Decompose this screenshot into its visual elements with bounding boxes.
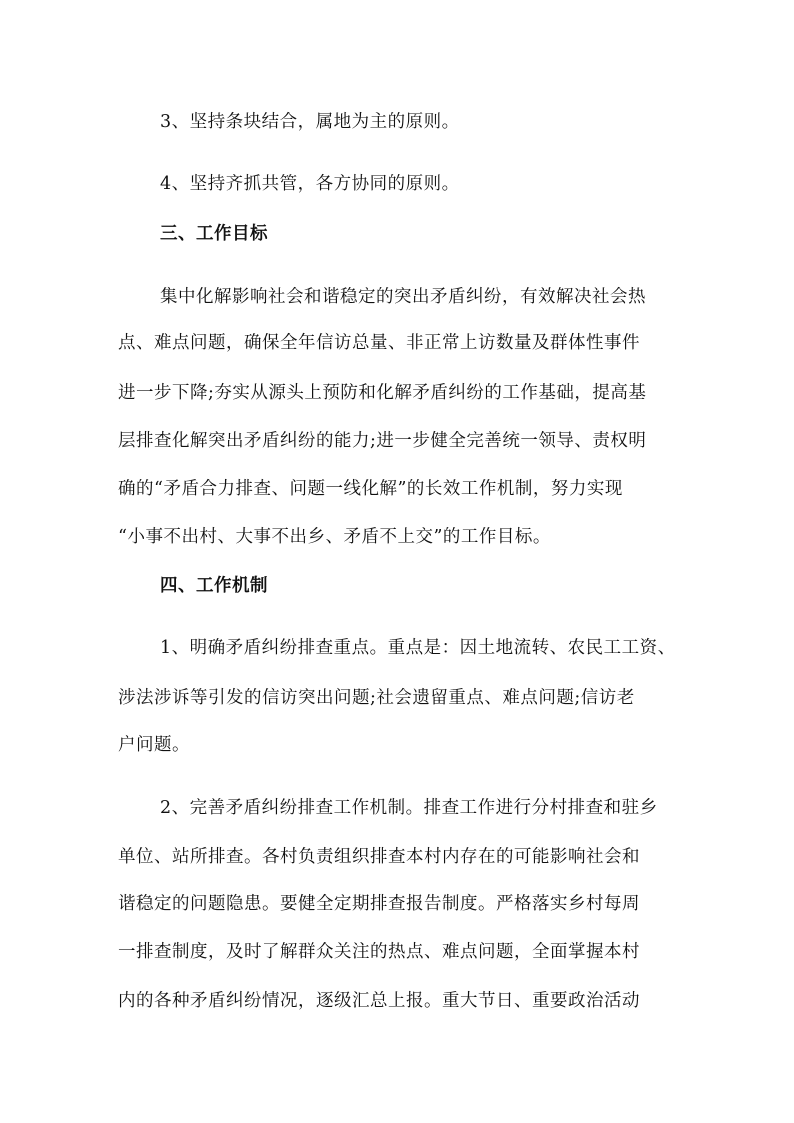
paragraph-line: 一排查制度，及时了解群众关注的热点、难点问题，全面掌握本村 bbox=[118, 942, 640, 962]
paragraph-line: 2、完善矛盾纠纷排查工作机制。排查工作进行分村排查和驻乡 bbox=[160, 798, 658, 818]
paragraph-line: 户问题。 bbox=[118, 735, 190, 755]
paragraph-line: 进一步下降;夯实从源头上预防和化解矛盾纠纷的工作基础，提高基 bbox=[118, 383, 647, 403]
paragraph-line: “小事不出村、大事不出乡、矛盾不上交”的工作目标。 bbox=[118, 527, 551, 547]
principle-item-4: 4、坚持齐抓共管，各方协同的原则。 bbox=[160, 174, 460, 194]
paragraph-line: 点、难点问题，确保全年信访总量、非正常上访数量及群体性事件 bbox=[118, 333, 640, 353]
paragraph-line: 涉法涉诉等引发的信访突出问题;社会遗留重点、难点问题;信访老 bbox=[118, 688, 635, 708]
paragraph-line: 确的“矛盾合力排查、问题一线化解”的长效工作机制，努力实现 bbox=[118, 479, 623, 499]
paragraph-line: 1、明确矛盾纠纷排查重点。重点是：因土地流转、农民工工资、 bbox=[160, 638, 676, 658]
paragraph-line: 单位、站所排查。各村负责组织排查本村内存在的可能影响社会和 bbox=[118, 847, 640, 867]
paragraph-line: 集中化解影响社会和谐稳定的突出矛盾纠纷，有效解决社会热 bbox=[160, 287, 646, 307]
section-heading-goals: 三、工作目标 bbox=[160, 224, 268, 244]
paragraph-line: 内的各种矛盾纠纷情况，逐级汇总上报。重大节日、重要政治活动 bbox=[118, 991, 640, 1011]
section-heading-mechanism: 四、工作机制 bbox=[160, 576, 268, 596]
principle-item-3: 3、坚持条块结合，属地为主的原则。 bbox=[160, 112, 460, 132]
paragraph-line: 谐稳定的问题隐患。要健全定期排查报告制度。严格落实乡村每周 bbox=[118, 894, 640, 914]
paragraph-line: 层排查化解突出矛盾纠纷的能力;进一步健全完善统一领导、责权明 bbox=[118, 431, 647, 451]
